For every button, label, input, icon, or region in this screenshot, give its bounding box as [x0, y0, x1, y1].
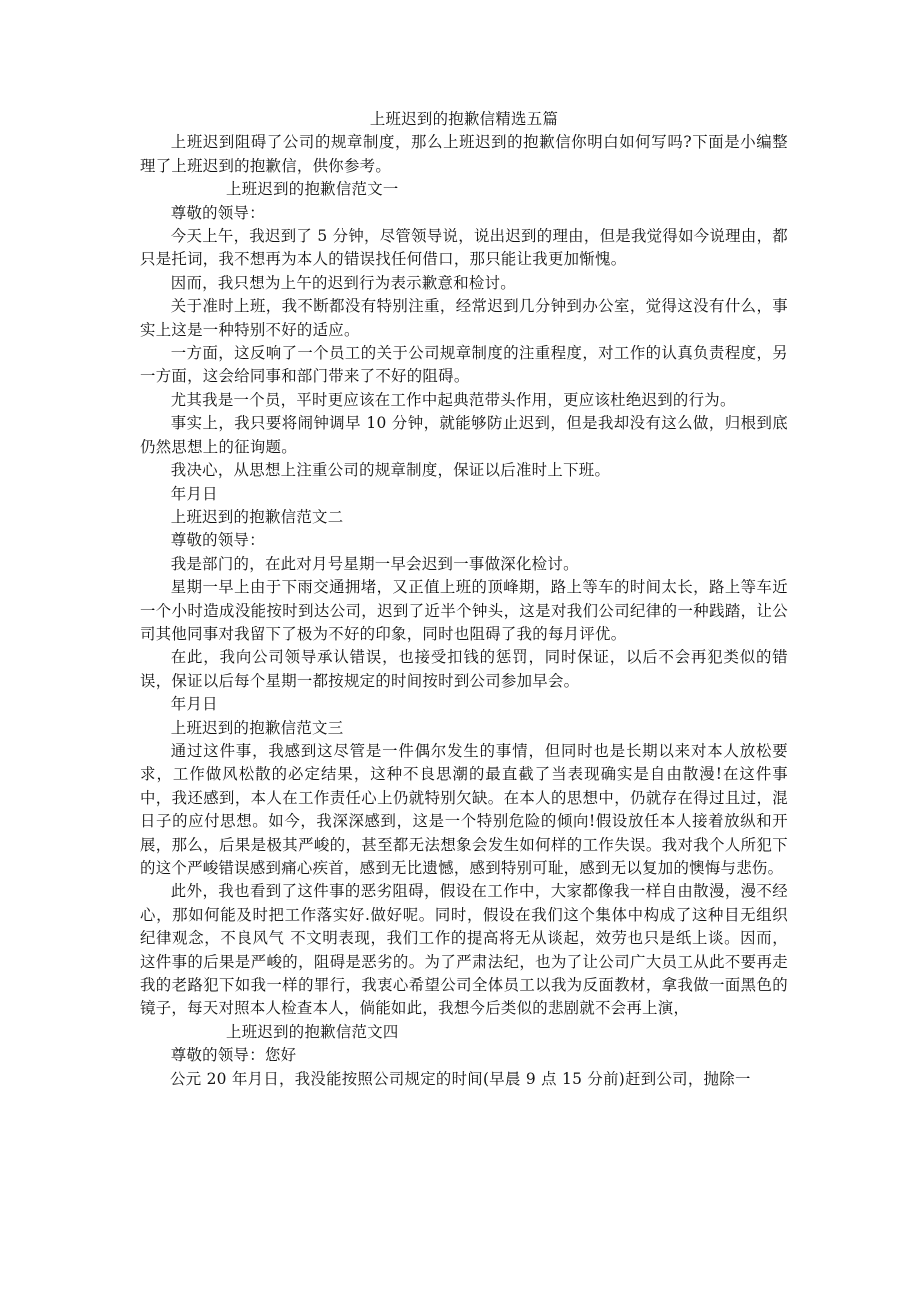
letter1-paragraph-6: 事实上，我只要将闹钟调早 10 分钟，就能够防止迟到，但是我却没有这么做，归根到底仍然思想上的征询题。	[140, 414, 788, 456]
letter1-paragraph-2: 因而，我只想为上午的迟到行为表示歉意和检讨。	[170, 273, 516, 292]
letter1-heading: 上班迟到的抱歉信范文一	[226, 180, 399, 199]
letter2-date: 年月日	[170, 695, 218, 714]
letter1-salutation: 尊敬的领导：	[170, 203, 265, 222]
document-body	[140, 108, 788, 1091]
letter4-salutation: 尊敬的领导：您好	[170, 1046, 297, 1065]
document-title: 上班迟到的抱歉信精选五篇	[369, 110, 559, 128]
letter4-paragraph-1: 公元 20 年月日，我没能按照公司规定的时间(早晨 9 点 15 分前)赶到公司，抛除一	[170, 1069, 751, 1088]
letter1-paragraph-4: 一方面，这反响了一个员工的关于公司规章制度的注重程度，对工作的认真负责程度，另一方面，这会给同事和部门带来了不好的阻碍。	[140, 344, 788, 386]
letter2-paragraph-3: 在此，我向公司领导承认错误，也接受扣钱的惩罚，同时保证，以后不会再犯类似的错误，保证以后每个星期一都按规定的时间按时到公司参加早会。	[140, 648, 788, 690]
letter3-heading: 上班迟到的抱歉信范文三	[170, 718, 344, 737]
letter2-salutation: 尊敬的领导：	[170, 531, 265, 550]
letter1-paragraph-7: 我决心，从思想上注重公司的规章制度，保证以后准时上下班。	[170, 461, 611, 480]
letter2-paragraph-1: 我是部门的，在此对月号星期一早会迟到一事做深化检讨。	[170, 554, 579, 573]
letter1-date: 年月日	[170, 484, 218, 503]
intro-paragraph: 上班迟到阻碍了公司的规章制度，那么上班迟到的抱歉信你明白如何写吗?下面是小编整理了上班迟到的抱歉信，供你参考。	[140, 133, 788, 175]
letter3-paragraph-2: 此外，我也看到了这件事的恶劣阻碍，假设在工作中，大家都像我一样自由散漫，漫不经心，那如何能及时把工作落实好.做好呢。同时，假设在我们这个集体中构成了这种目无组织纪律观念，不良风气 不文明表现，我们工作的提高将无从谈起，效劳也只是纸上谈。因而，这件事的后果是严峻的，阻碍是恶劣的。为了严肃法纪，也为了让公司广大员工从此不要再走我的老路犯下如我一样的罪行，我衷心希望公司全体员工以我为反面教材，拿我做一面黑色的镜子，每天对照本人检查本人，倘能如此，我想今后类似的悲剧就不会再上演，	[140, 882, 788, 1018]
letter2-paragraph-2: 星期一早上由于下雨交通拥堵，又正值上班的顶峰期，路上等车的时间太长，路上等车近一个小时造成没能按时到达公司，迟到了近半个钟头，这是对我们公司纪律的一种践踏，让公司其他同事对我留下了极为不好的印象，同时也阻碍了我的每月评优。	[140, 578, 788, 643]
letter3-paragraph-1: 通过这件事，我感到这尽管是一件偶尔发生的事情，但同时也是长期以来对本人放松要求，工作做风松散的必定结果，这种不良思潮的最直截了当表现确实是自由散漫!在这件事中，我还感到，本人在工作责任心上仍就特别欠缺。在本人的思想中，仍就存在得过且过，混日子的应付思想。如今，我深深感到，这是一个特别危险的倾向!假设放任本人接着放纵和开展，那么，后果是极其严峻的，甚至都无法想象会发生如何样的工作失误。我对我个人所犯下的这个严峻错误感到痛心疾首，感到无比遗憾，感到特别可耻，感到无以复加的懊悔与悲伤。	[140, 741, 788, 877]
letter1-paragraph-5: 尤其我是一个员，平时更应该在工作中起典范带头作用，更应该杜绝迟到的行为。	[170, 390, 736, 409]
letter4-heading: 上班迟到的抱歉信范文四	[226, 1022, 399, 1041]
letter1-paragraph-3: 关于准时上班，我不断都没有特别注重，经常迟到几分钟到办公室，觉得这没有什么，事实上这是一种特别不好的适应。	[140, 297, 788, 339]
letter2-heading: 上班迟到的抱歉信范文二	[170, 507, 344, 526]
letter1-paragraph-1: 今天上午，我迟到了 5 分钟，尽管领导说，说出迟到的理由，但是我觉得如今说理由，都只是托词，我不想再为本人的错误找任何借口，那只能让我更加惭愧。	[140, 227, 788, 269]
